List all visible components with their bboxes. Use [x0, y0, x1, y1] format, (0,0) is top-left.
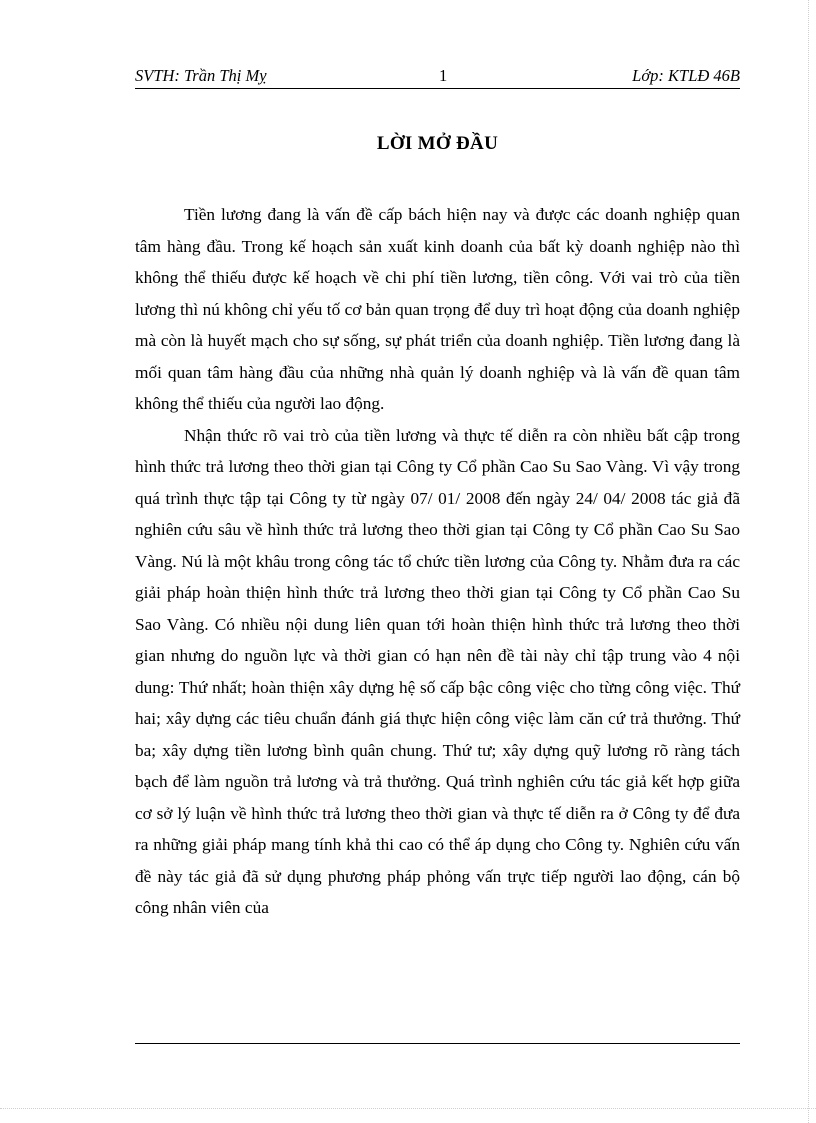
footer-rule	[135, 1043, 740, 1044]
header-author: SVTH: Trần Thị Mỵ	[135, 66, 267, 85]
paragraph: Nhận thức rõ vai trò của tiền lương và thực tế diễn ra còn nhiều bất cập trong hình thức trả lương theo thời gian tại Công ty Cổ phần Cao Su Sao Vàng. Vì vậy trong quá trình thực tập tại Công ty từ ngày 07/ 01/ 2008 đến ngày 24/ 04/ 2008 tác giả đã nghiên cứu sâu về hình thức trả lương theo thời gian tại Công ty Cổ phần Cao Su Sao Vàng. Nú là một khâu trong công tác tổ chức tiền lương của Công ty. Nhằm đưa ra các giải pháp hoàn thiện hình thức trả lương theo thời gian tại Công ty Cổ phần Cao Su Sao Vàng. Có nhiều nội dung liên quan tới hoàn thiện hình thức trả lương theo thời gian nhưng do nguồn lực và thời gian có hạn nên đề tài này chỉ tập trung vào 4 nội dung: Thứ nhất; hoàn thiện xây dựng hệ số cấp bậc công việc cho từng công việc. Thứ hai; xây dựng các tiêu chuẩn đánh giá thực hiện công việc làm căn cứ trả thưởng. Thứ ba; xây dựng tiền lương bình quân chung. Thứ tư; xây dựng quỹ lương rõ ràng tách bạch để làm nguồn trả lương và trả thưởng. Quá trình nghiên cứu tác giả kết hợp giữa cơ sở lý luận về hình thức trả lương theo thời gian và thực tế diễn ra ở Công ty để đưa ra những giải pháp mang tính khả thi cao có thể áp dụng cho Công ty. Nghiên cứu vấn đề này tác giả đã sử dụng phương pháp phỏng vấn trực tiếp người lao động, cán bộ công nhân viên của	[135, 425, 740, 917]
page-header	[135, 64, 740, 89]
page-edge-guide-vertical	[808, 0, 809, 1123]
page-title: LỜI MỞ ĐẦU	[376, 133, 499, 154]
page-edge-guide	[0, 1108, 816, 1109]
header-class: Lớp: KTLĐ 46B	[632, 66, 740, 85]
header-page-number: 1	[439, 66, 448, 85]
document-body	[135, 199, 740, 924]
paragraph: Tiền lương đang là vấn đề cấp bách hiện nay và được các doanh nghiệp quan tâm hàng đầu. Trong kế hoạch sản xuất kinh doanh của bất kỳ doanh nghiệp nào thì không thể thiếu được kế hoạch về chi phí tiền lương, tiền công. Với vai trò của tiền lương thì nú không chỉ yếu tố cơ bản quan trọng để duy trì hoạt động của doanh nghiệp mà còn là huyết mạch cho sự sống, sự phát triển của doanh nghiệp. Tiền lương đang là mối quan tâm hàng đầu của những nhà quản lý doanh nghiệp và là vấn đề quan tâm không thể thiếu của người lao động.	[135, 205, 740, 413]
